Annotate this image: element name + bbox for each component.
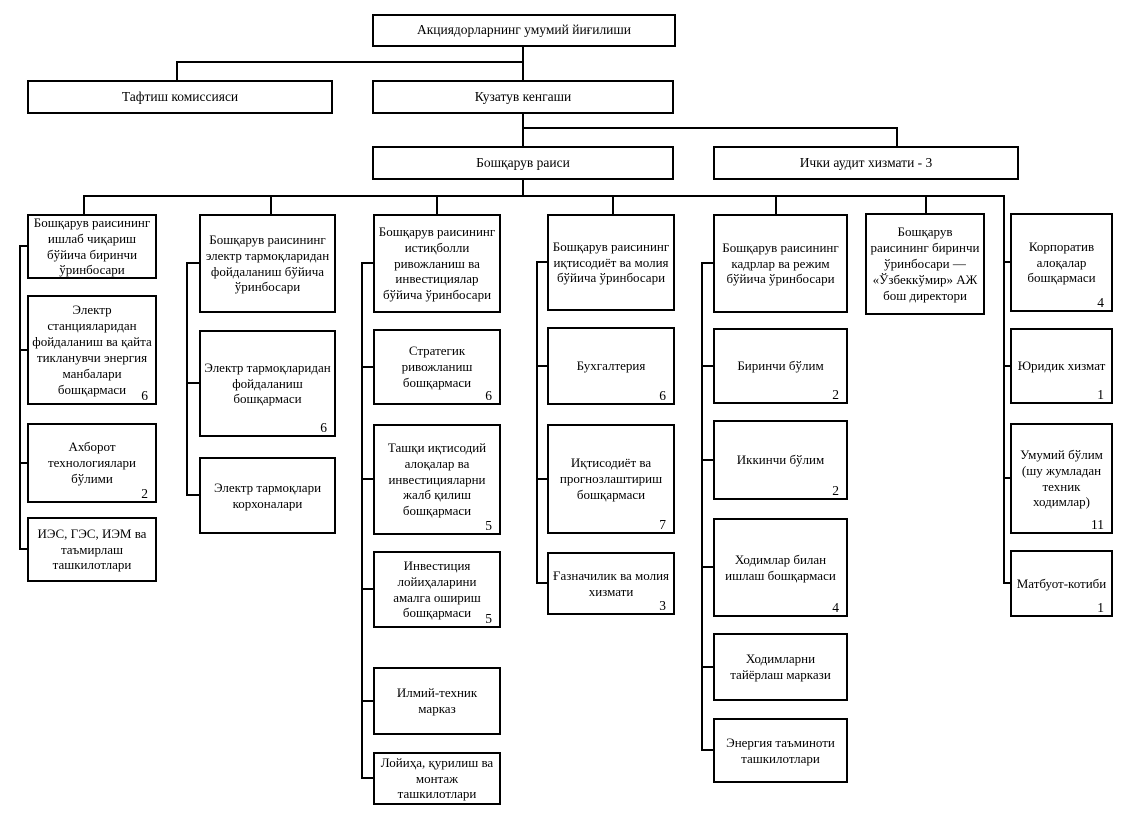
- connector-line: [701, 262, 703, 751]
- node-audit-commission: [27, 80, 333, 114]
- node-col6-head: [865, 213, 985, 315]
- node-label: Лойиҳа, қурилиш ва монтаж ташкилотлари: [380, 754, 494, 802]
- node-label: Ташқи иқтисодий алоқалар ва инвестицияларни жалб қилиш бошқармаси: [387, 439, 487, 519]
- node-label: Биринчи бўлим: [737, 358, 824, 374]
- connector-line: [176, 61, 524, 63]
- node-general-meeting: [372, 14, 676, 47]
- node-label: Ахборот технологиялари бўлими: [47, 439, 137, 486]
- node-label: Матбуот-котиби: [1016, 575, 1107, 591]
- node-col3-head: [373, 214, 501, 313]
- node-label: ИЭС, ГЭС, ИЭМ ва таъмирлаш ташкилотлари: [37, 525, 147, 573]
- node-label: Бошқарув раисининг электр тармоқларидан фойдаланиш бўйича ўринбосари: [205, 231, 330, 295]
- node-col4-child-2: [547, 552, 675, 615]
- node-label: Бошқарув раисининг кадрлар ва режим бўйича ўринбосари: [722, 239, 839, 287]
- node-label: Иккинчи бўлим: [736, 452, 825, 468]
- node-supervisory-board: [372, 80, 674, 114]
- connector-line: [186, 262, 188, 496]
- connector-line: [701, 365, 713, 367]
- connector-line: [536, 261, 538, 584]
- connector-line: [19, 548, 27, 550]
- node-col7-child-3: [1010, 550, 1113, 617]
- node-col2-child-1: [199, 457, 336, 534]
- node-label: Корпоратив алоқалар бошқармаси: [1027, 238, 1096, 286]
- node-label: Инвестиция лойиҳаларини амалга ошириш бошқармаси: [393, 557, 481, 621]
- node-col5-head: [713, 214, 848, 313]
- staff-count: 6: [320, 419, 327, 435]
- node-label: Кузатув кенгаши: [474, 88, 572, 104]
- staff-count: 2: [832, 386, 839, 402]
- connector-line: [925, 195, 927, 213]
- node-col5-child-0: [713, 328, 848, 404]
- connector-line: [186, 382, 199, 384]
- node-col1-child-1: [27, 423, 157, 503]
- node-internal-audit: [713, 146, 1019, 180]
- node-label: Бошқарув раисининг ишлаб чиқариш бўйича биринчи ўринбосари: [33, 214, 151, 278]
- staff-count: 6: [485, 387, 492, 403]
- connector-line: [436, 195, 438, 214]
- staff-count: 1: [1097, 386, 1104, 402]
- staff-count: 7: [659, 516, 666, 532]
- connector-line: [701, 666, 713, 668]
- node-col5-child-4: [713, 718, 848, 783]
- node-col3-child-0: [373, 329, 501, 405]
- node-col2-head: [199, 214, 336, 313]
- node-label: Бошқарув раисининг истиқболли ривожланиш ва инвестициялар бўйича ўринбосари: [378, 223, 496, 303]
- connector-line: [361, 366, 373, 368]
- node-label: Бошқарув раисининг биринчи ўринбосари — «Ўзбеккўмир» АЖ бош директори: [870, 224, 980, 303]
- connector-spine: [83, 195, 1005, 197]
- node-label: Бошқарув раиси: [476, 154, 570, 170]
- node-col4-head: [547, 214, 675, 311]
- connector-line: [1003, 365, 1010, 367]
- connector-line: [1003, 582, 1010, 584]
- connector-line: [361, 588, 373, 590]
- staff-count: 2: [832, 482, 839, 498]
- connector-line: [1003, 261, 1010, 263]
- node-label: Бухгалтерия: [576, 358, 646, 374]
- node-label: Ички аудит хизмати - 3: [799, 154, 933, 170]
- connector-line: [176, 61, 178, 80]
- node-label: Юридик хизмат: [1017, 358, 1106, 374]
- connector-line: [536, 582, 547, 584]
- node-col5-child-1: [713, 420, 848, 500]
- node-col3-child-4: [373, 752, 501, 805]
- node-col1-child-2: [27, 517, 157, 582]
- node-label: Ғазначилик ва молия хизмати: [552, 567, 670, 599]
- connector-line: [775, 195, 777, 214]
- connector-line: [186, 262, 199, 264]
- node-label: Электр тармоқлари корхоналари: [213, 479, 322, 511]
- connector-line: [361, 777, 373, 779]
- connector-line: [83, 195, 85, 215]
- node-col5-child-2: [713, 518, 848, 617]
- node-col3-child-1: [373, 424, 501, 535]
- node-col1-head: [27, 214, 157, 279]
- connector-line: [1003, 195, 1005, 584]
- node-col7-child-0: [1010, 213, 1113, 312]
- node-col3-child-3: [373, 667, 501, 735]
- connector-line: [612, 195, 614, 214]
- connector-line: [270, 195, 272, 214]
- node-col4-child-1: [547, 424, 675, 534]
- node-label: Акциядорларнинг умумий йиғилиши: [416, 22, 632, 38]
- connector-line: [19, 245, 27, 247]
- connector-line: [896, 127, 898, 146]
- node-col1-child-0: [27, 295, 157, 405]
- connector-line: [701, 566, 713, 568]
- node-col7-child-2: [1010, 423, 1113, 534]
- node-col5-child-3: [713, 633, 848, 701]
- node-label: Иқтисодиёт ва прогнозлаштириш бошқармаси: [559, 455, 663, 502]
- connector-line: [1003, 477, 1010, 479]
- connector-line: [701, 459, 713, 461]
- connector-line: [19, 349, 27, 351]
- node-label: Стратегик ривожланиш бошқармаси: [401, 343, 473, 390]
- node-label: Электр станцияларидан фойдаланиш ва қайта тикланувчи энергия манбалари бошқармаси: [32, 302, 152, 397]
- node-label: Илмий-техник марказ: [396, 685, 478, 716]
- staff-count: 5: [485, 517, 492, 533]
- staff-count: 2: [141, 485, 148, 501]
- staff-count: 5: [485, 610, 492, 626]
- connector-line: [701, 749, 713, 751]
- connector-line: [19, 462, 27, 464]
- node-col3-child-2: [373, 551, 501, 628]
- node-col4-child-0: [547, 327, 675, 405]
- connector-line: [522, 113, 524, 146]
- connector-line: [522, 47, 524, 80]
- node-label: Умумий бўлим (шу жумладан техник ходимлар): [1020, 446, 1103, 510]
- node-label: Энергия таъминоти ташкилотлари: [726, 734, 835, 766]
- connector-line: [536, 261, 547, 263]
- node-label: Электр тармоқларидан фойдаланиш бошқармаси: [204, 359, 331, 407]
- connector-line: [701, 262, 713, 264]
- staff-count: 3: [659, 597, 666, 613]
- staff-count: 6: [141, 387, 148, 403]
- node-label: Ходимлар билан ишлаш бошқармаси: [725, 551, 836, 583]
- connector-line: [536, 365, 547, 367]
- staff-count: 4: [1097, 294, 1104, 310]
- connector-line: [522, 180, 524, 196]
- node-management-chairman: [372, 146, 674, 180]
- node-label: Ходимларни тайёрлаш маркази: [730, 651, 831, 682]
- connector-line: [522, 127, 898, 129]
- staff-count: 11: [1091, 516, 1104, 532]
- node-label: Тафтиш комиссияси: [121, 88, 239, 104]
- connector-line: [361, 262, 373, 264]
- staff-count: 4: [832, 599, 839, 615]
- staff-count: 1: [1097, 599, 1104, 615]
- connector-line: [186, 494, 199, 496]
- node-col7-child-1: [1010, 328, 1113, 404]
- node-col2-child-0: [199, 330, 336, 437]
- node-label: Бошқарув раисининг иқтисодиёт ва молия бўйича ўринбосари: [552, 238, 670, 286]
- staff-count: 6: [659, 387, 666, 403]
- connector-line: [536, 478, 547, 480]
- connector-line: [361, 478, 373, 480]
- connector-line: [361, 700, 373, 702]
- connector-line: [19, 245, 21, 550]
